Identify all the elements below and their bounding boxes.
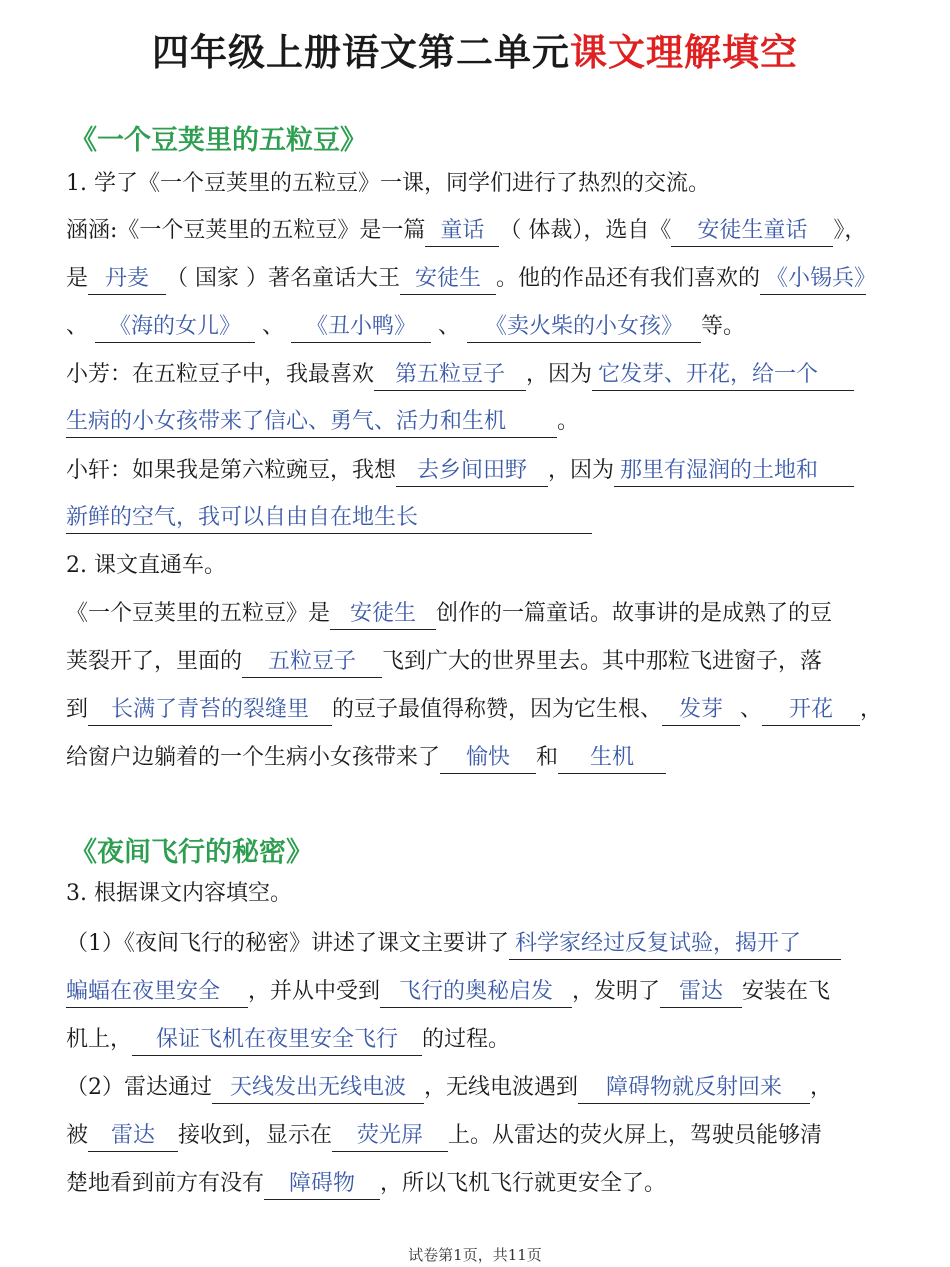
answer-blank: 《海的女儿》: [95, 312, 255, 343]
answer-blank: 它发芽、开花，给一个: [592, 360, 854, 391]
text: 安装在飞: [742, 979, 831, 1004]
answer-blank: 去乡间田野: [396, 456, 548, 487]
answer-blank: 雷达: [88, 1121, 178, 1152]
text: ，所以飞机飞行就更安全了。: [380, 1171, 667, 1196]
text: 、: [262, 314, 285, 339]
text: 到: [66, 697, 89, 722]
text: 的过程。: [422, 1027, 511, 1052]
text: 的豆子最值得称赞，因为它生根、: [332, 697, 663, 722]
answer-blank: 五粒豆子: [242, 647, 382, 678]
text: 小芳：在五粒豆子中，我最喜欢: [66, 362, 375, 387]
answer-blank: 蝙蝠在夜里安全: [66, 977, 248, 1008]
text: 机上，: [66, 1027, 133, 1052]
answer-blank: 障碍物: [264, 1169, 380, 1200]
q2-line-2: [66, 646, 890, 678]
answer-blank: 新鲜的空气，我可以自由自在地生长: [66, 503, 592, 534]
section-heading-1: 《一个豆荚里的五粒豆》: [70, 125, 367, 156]
q3-p2-line-3: [66, 1168, 890, 1200]
q2-stem: 2. 课文直通车。: [66, 553, 226, 578]
text: 和: [536, 745, 559, 770]
answer-blank: 愉快: [440, 743, 536, 774]
answer-blank: 安徒生: [330, 599, 436, 630]
q1-xiaoxuan-line-1: [66, 455, 890, 487]
answer-blank: 安徒生: [400, 264, 496, 295]
text: 》，: [833, 218, 867, 243]
text: 。: [557, 409, 580, 434]
answer-blank: 《小锡兵》: [760, 264, 866, 295]
answer-blank: 生机: [558, 743, 666, 774]
answer-blank: 开花: [762, 695, 860, 726]
text: ，并从中受到: [248, 979, 381, 1004]
answer-blank: 丹麦: [88, 264, 166, 295]
text: ，因为: [526, 362, 593, 387]
text: 给窗户边躺着的一个生病小女孩带来了: [66, 745, 441, 770]
q1-hanhan-line-2: [66, 263, 890, 295]
answer-blank: 保证飞机在夜里安全飞行: [132, 1025, 422, 1056]
text: ，: [860, 697, 883, 722]
text: 。他的作品还有我们喜欢的: [496, 266, 761, 291]
text: （ 国家 ）著名童话大王: [166, 266, 401, 291]
text: 《一个豆荚里的五粒豆》是: [66, 601, 331, 626]
text: 、: [740, 697, 763, 722]
text: 楚地看到前方有没有: [66, 1171, 265, 1196]
q1-xiaofang-line-2: [66, 406, 890, 438]
answer-blank: 安徒生童话: [671, 216, 833, 247]
text: 小轩：如果我是第六粒豌豆，我想: [66, 458, 397, 483]
q3-p2-line-1: [66, 1072, 890, 1104]
q2-line-1: [66, 598, 890, 630]
text: （ 体裁），选自《: [499, 218, 672, 243]
text: 飞到广大的世界里去。其中那粒飞进窗子，落: [382, 649, 823, 674]
answer-blank: 《卖火柴的小女孩》: [467, 312, 701, 343]
answer-blank: 《丑小鸭》: [291, 312, 431, 343]
text: 接收到，显示在: [178, 1123, 333, 1148]
text: 、: [66, 314, 89, 339]
text: ，发明了: [572, 979, 661, 1004]
answer-blank: 障碍物就反射回来: [578, 1073, 810, 1104]
answer-blank: 发芽: [662, 695, 740, 726]
text: 荚裂开了，里面的: [66, 649, 243, 674]
text: 是: [66, 266, 89, 291]
text: 、: [438, 314, 461, 339]
q1-stem: 1. 学了《一个豆荚里的五粒豆》一课，同学们进行了热烈的交流。: [66, 171, 710, 196]
answer-blank: 荧光屏: [332, 1121, 448, 1152]
answer-blank: 天线发出无线电波: [212, 1073, 424, 1104]
q1-hanhan-line-1: [66, 215, 890, 247]
text: 创作的一篇童话。故事讲的是成熟了的豆: [436, 601, 833, 626]
q3-p1-line-3: [66, 1024, 890, 1056]
answer-blank: 童话: [425, 216, 499, 247]
q1-xiaoxuan-line-2: [66, 502, 890, 534]
text: ，: [810, 1075, 833, 1100]
answer-blank: 科学家经过反复试验，揭开了: [509, 929, 841, 960]
q3-p2-line-2: [66, 1120, 890, 1152]
q1-xiaofang-line-1: [66, 359, 890, 391]
text: ，无线电波遇到: [424, 1075, 579, 1100]
section-heading-2: 《夜间飞行的秘密》: [70, 837, 313, 868]
text: （2）雷达通过: [66, 1075, 212, 1100]
title-red: 课文理解填空: [570, 31, 798, 74]
q2-line-4: [66, 742, 890, 774]
text: ，因为: [548, 458, 615, 483]
text: 等。: [701, 314, 746, 339]
q2-line-3: [66, 694, 890, 726]
title-black: 四年级上册语文第二单元: [152, 31, 570, 74]
answer-blank: 第五粒豆子: [374, 360, 526, 391]
answer-blank: 生病的小女孩带来了信心、勇气、活力和生机: [66, 407, 557, 438]
q3-p1-line-2: [66, 976, 890, 1008]
q3-stem: 3. 根据课文内容填空。: [66, 881, 292, 906]
q3-p1-line-1: [66, 928, 890, 960]
answer-blank: 那里有湿润的土地和: [614, 456, 854, 487]
text: 被: [66, 1123, 89, 1148]
q1-hanhan-line-3: [66, 311, 890, 343]
answer-blank: 长满了青苔的裂缝里: [88, 695, 332, 726]
answer-blank: 雷达: [660, 977, 742, 1008]
text: 上。从雷达的荧火屏上，驾驶员能够清: [448, 1123, 823, 1148]
text: （1）《夜间飞行的秘密》讲述了课文主要讲了: [66, 931, 509, 956]
text: 涵涵:《一个豆荚里的五粒豆》是一篇: [66, 218, 426, 243]
answer-blank: 飞行的奥秘启发: [380, 977, 572, 1008]
page-footer: 试卷第1页，共11页: [408, 1246, 542, 1264]
page-title: [0, 22, 950, 76]
